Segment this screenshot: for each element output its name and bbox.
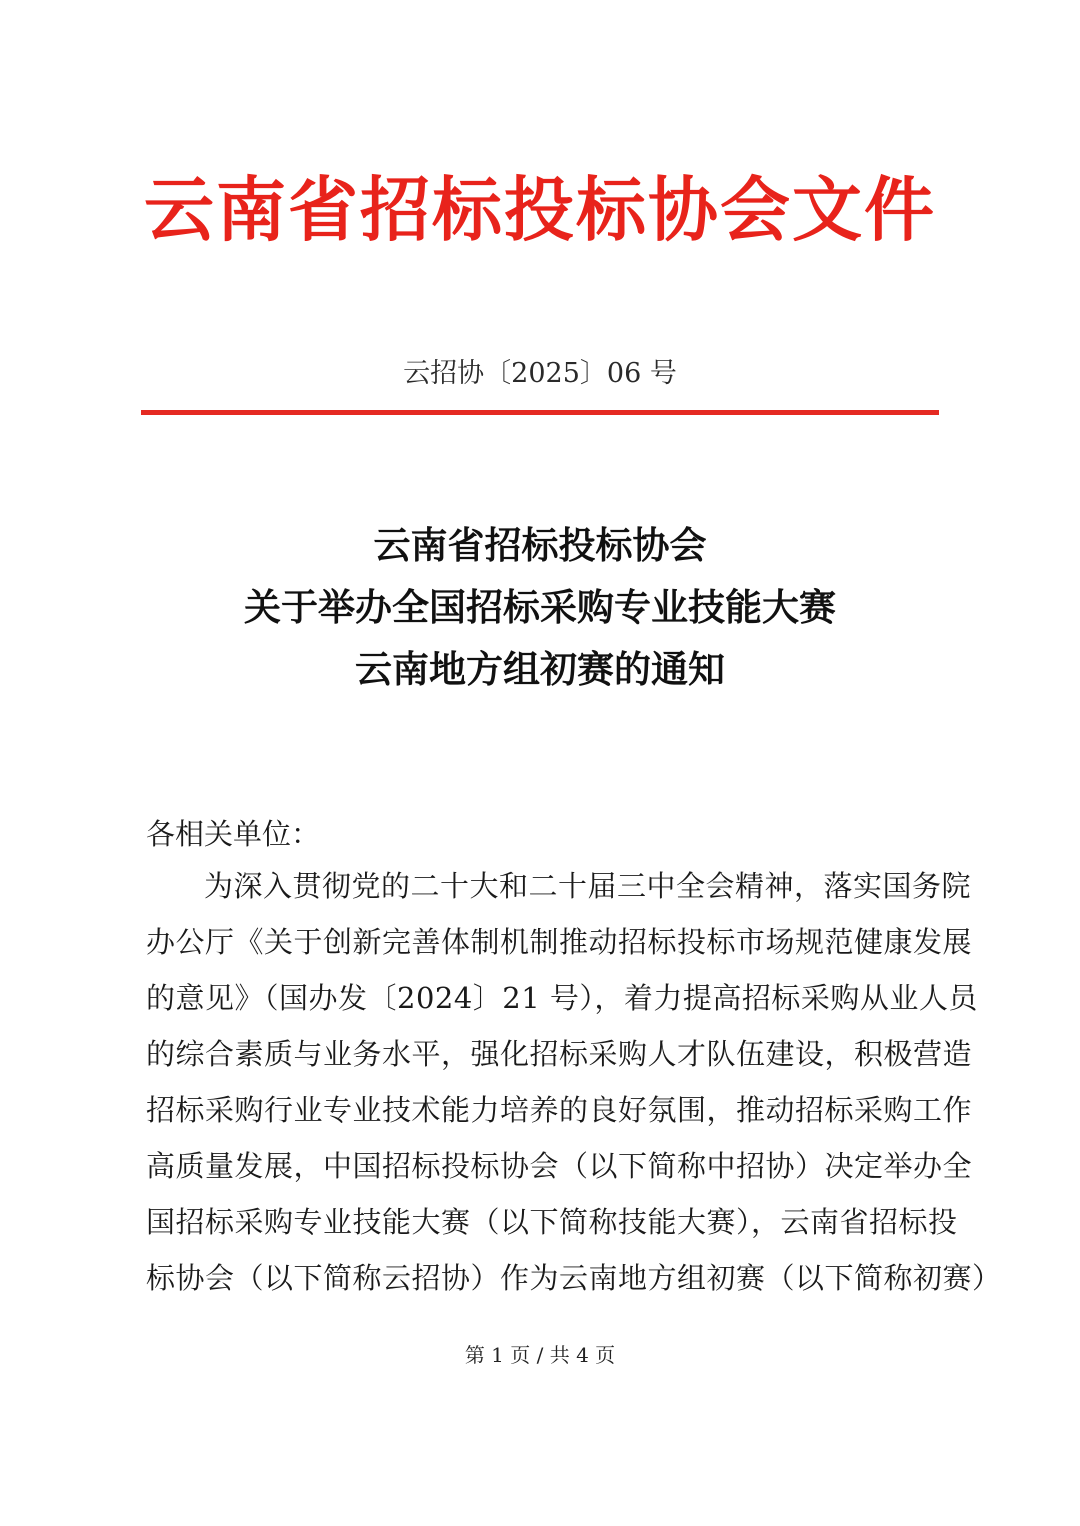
page-indicator: 第 1 页 / 共 4 页 (464, 1343, 616, 1367)
body-line: 国招标采购专业技能大赛（以下简称技能大赛），云南省招标投 (146, 1205, 958, 1239)
body-line: 为深入贯彻党的二十大和二十届三中全会精神，落实国务院 (204, 869, 972, 903)
document-number: 云招协〔2025〕06 号 (403, 358, 677, 389)
body-line: 标协会（以下简称云招协）作为云南地方组初赛（以下简称初赛） (146, 1261, 1002, 1295)
masthead-title: 云南省招标投标协会文件 (144, 169, 936, 251)
body-line: 高质量发展，中国招标投标协会（以下简称中招协）决定举办全 (146, 1149, 973, 1183)
body-line: 的综合素质与业务水平，强化招标采购人才队伍建设，积极营造 (146, 1037, 973, 1071)
body-line: 招标采购行业专业技术能力培养的良好氛围，推动招标采购工作 (146, 1093, 973, 1127)
body-line: 办公厅《关于创新完善体制机制推动招标投标市场规范健康发展 (146, 925, 973, 959)
body-paragraph (146, 858, 1002, 1306)
salutation: 各相关单位： (146, 817, 321, 851)
body-line: 的意见》（国办发〔2024〕21 号），着力提高招标采购从业人员 (146, 981, 978, 1015)
title-line: 云南地方组初赛的通知 (355, 648, 725, 691)
red-divider-line (141, 410, 939, 415)
notice-title (0, 515, 1080, 701)
title-line: 关于举办全国招标采购专业技能大赛 (244, 586, 836, 629)
title-line: 云南省招标投标协会 (373, 524, 707, 567)
